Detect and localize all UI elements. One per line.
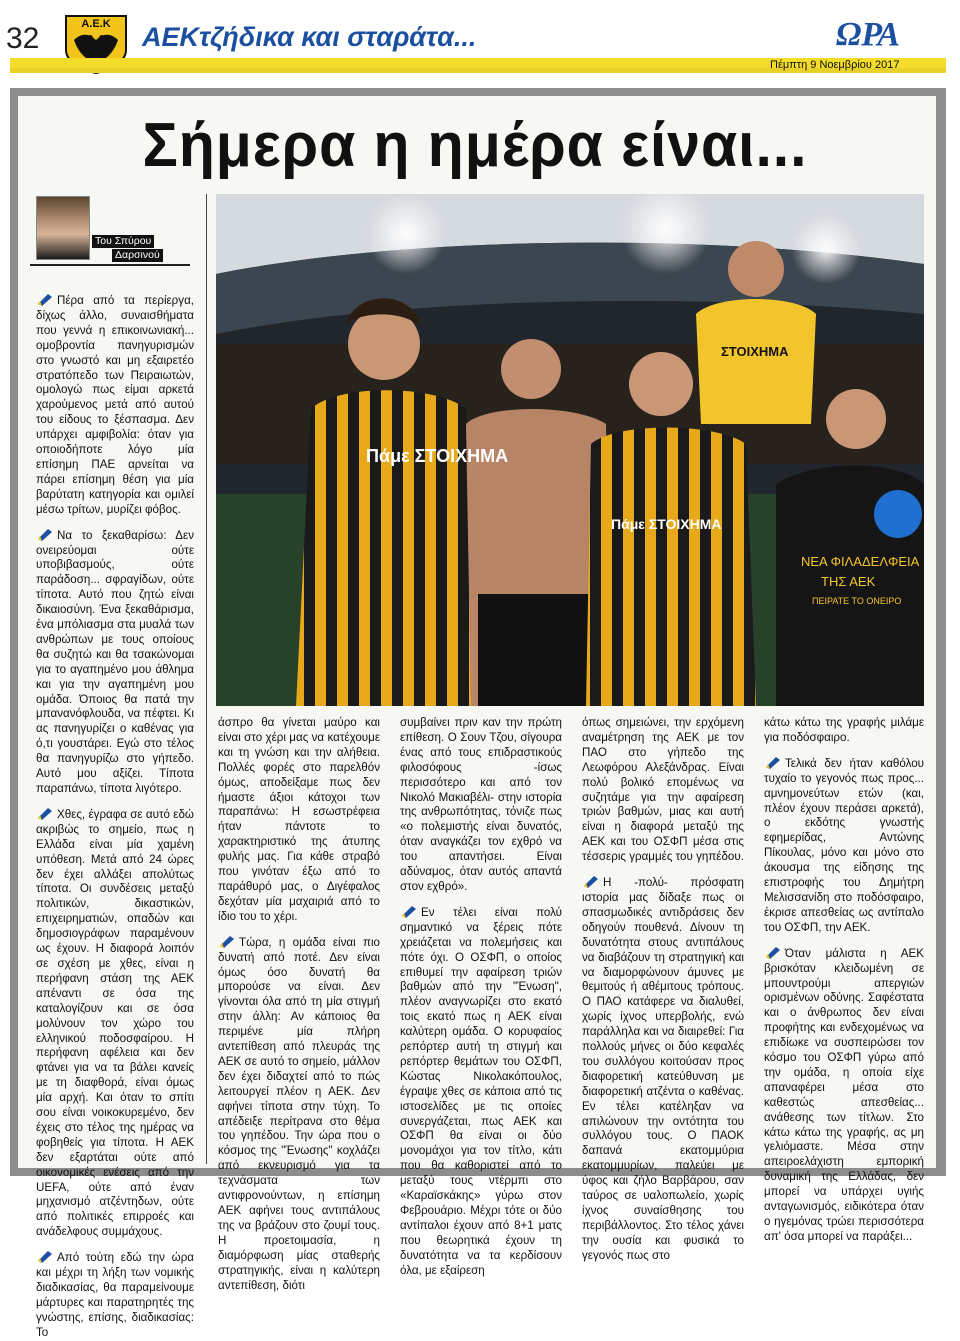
paragraph: συμβαίνει πριν καν την πρώτη επίθεση. Ο Σουν Τζου, σίγουρα ένας από τους επιδραστικούς φιλοσόφους -ίσως περισσότερο και από τον Νικολό Μακιαβέλι- στην ιστορία της ανθρωπότητας, τόνιζε πως «ο πολεμιστής είναι δυνατός, όταν αναγκάζει τον εχθρό να του απαντήσει. Είναι αδύναμος, όταν αυτός απαντά στον εχθρό». bbox=[400, 716, 562, 893]
page-number: 32 bbox=[6, 22, 40, 55]
column-4 bbox=[582, 716, 744, 1264]
section-title: ΑΕΚτζήδικα και σταράτα... bbox=[142, 22, 477, 52]
jersey-sponsor-text-2: Πάμε ΣΤΟΙΧΗΜΑ bbox=[611, 516, 722, 532]
byline-line-1: Του Σπύρου bbox=[92, 235, 154, 248]
paragraph: Όταν μάλιστα η ΑΕΚ βρισκόταν κλειδωμένη σε μπουντρούμι απεργιών ορισμένων οδύνης. Σαφέστατα και ο άνθρωπος δεν είναι προφήτης και ενδεχομένως να επιδίωκε να συσπειρώσει τον κόσμο του ΟΣΦΠ γύρω από την ομάδα, η οποία είχε απαναφέρει μέσα στο καθεστώς απεσθείας... ανάθεσης των τίτλων. Στο κάτω κάτω της γραφής, ας μη γελιόμαστε. Μέσα στην απειροελάχιστη εμπορική δυναμική της Ελλάδας, δεν μπορεί να υπάρχει υγιής ανταγωνισμός, ειδικότερα όταν ο ηγεμόνας τρώει περισσότερα απ' όσα μπορεί να παράξει... bbox=[764, 946, 924, 1243]
issue-date: Πέμπτη 9 Νοεμβρίου 2017 bbox=[770, 59, 900, 71]
banner-line-1: ΝΕΑ ΦΙΛΑΔΕΛΦΕΙΑ bbox=[801, 554, 920, 569]
page-header bbox=[0, 0, 960, 80]
author-avatar bbox=[36, 196, 90, 260]
column-2 bbox=[218, 716, 380, 1293]
paragraph: κάτω κάτω της γραφής μιλάμε για ποδόσφαιρο. bbox=[764, 716, 924, 744]
column-1 bbox=[36, 292, 194, 1341]
paragraph: Χθες, έγραφα σε αυτό εδώ ακριβώς το σημείο, πως η Ελλάδα είναι μία χαμένη υπόθεση. Μετά από 24 ώρες δεν έχει αλλάξει απολύτως τίποτα. Οι συνδέσεις μεταξύ πολιτικών, δικαστικών, επιχειρηματιών, οπαδών και δημοσιογράφων παραμένουν ως έχουν. Η διαφορά λοιπόν σε σχέση με χθες, είναι η περήφανη στάση της ΑΕΚ απέναντι σε όσα της καταλογίζουν και σε όσα μολύνουν τον χώρο του ελληνικού ποδοσφαίρου. Η περήφανη αφέλεια και δεν φτάνει για να τα βάλει κανείς με τη διαφθορά, είναι όμως μία αρχή. Και όταν το σπίτι σου είναι νοικοκυρεμένο, δεν έχεις στο τέλος της ημέρας να φοβηθείς για τίποτα. Η ΑΕΚ δεν εξαρτάται ούτε από οικονομικές ενέσεις από την UEFA, ούτε από έναν μηχανισμό ατζέντηδων, ούτε από πολιτικές επιρροές και ανάδελφους συμμάχους. bbox=[36, 807, 194, 1239]
byline-line-2: Δαρσινού bbox=[112, 249, 163, 262]
jersey-sponsor-text-1: Πάμε ΣΤΟΙΧΗΜΑ bbox=[366, 446, 509, 466]
pen-icon bbox=[36, 1249, 54, 1263]
pen-icon bbox=[764, 755, 782, 769]
byline-divider bbox=[30, 264, 190, 266]
column-3 bbox=[400, 716, 562, 1279]
paragraph: Η -πολύ- πρόσφατη ιστορία μας δίδαξε πως οι σπασμωδικές αντιδράσεις δεν οδηγούν πουθενά. Δίνουν τη δυνατότητα στους αντιπάλους να διαβάζουν τη στρατηγική και να διαμορφώνουν άμυνες με θεμιτούς ή αθέμιτους τρόπους. Ο ΠΑΟ κατάφερε να διαλυθεί, χωρίς ίχνος υπερβολής, ενώ παράλληλα και να διαιρεθεί: Για πολλούς μήνες οι δύο κεφαλές του συλλόγου κοιτούσαν προς διαφορετική κατεύθυνση με διαφορετική ατζέντα ο καθένας. Εν τέλει κατέληξαν να απιλώνουν την οντότητα του συλλόγου τους. Ο ΠΑΟΚ δαπανά εκατομμύρια εκατομμυρίων, παλεύει με ύφος και ζήλο Βαρβάρου, σαν ταύρος σε υαλοπωλείο, χωρίς ίχνος συναίσθησης του περιβάλλοντος. Στο τέλος χάνει την ουσία και φυσικά το γεγονός πως στο bbox=[582, 876, 744, 1262]
players-illustration bbox=[216, 194, 924, 706]
headline: Σήμερα η ημέρα είναι... bbox=[142, 111, 808, 180]
column-5 bbox=[764, 716, 924, 1245]
paragraph: Τελικά δεν ήταν καθόλου τυχαίο το γεγονός πως προς... αμνημονεύτων ετών (και, πλέον έχουν περάσει αρκετά), ο εκδότης γνωστής εφημερίδας, Αντώνης Πίκουλας, μόνο και μόνο στο άκουσμα της είδησης της επιστροφής του Δημήτρη Μελισσανίδη στο ποδόσφαιρο, έκρισε απεσθείας ως αντίπαλο του ΟΣΦΠ, την ΑΕΚ. bbox=[764, 756, 924, 934]
pen-icon bbox=[218, 934, 236, 948]
paragraph: όπως σημειώνει, την ερχόμενη αναμέτρηση της ΑΕΚ με τον ΠΑΟ στο γήπεδο της Λεωφόρου Αλεξάνδρας. Είναι πολύ βολικό επομένως να συζητάμε για την αφαίρεση τριών βαθμών, μιας και αυτή είναι η διαφορά μεταξύ της ΑΕΚ και του ΟΣΦΠ μέσα στις τέσσερις γραμμές του γηπέδου. bbox=[582, 716, 744, 864]
paragraph: Να το ξεκαθαρίσω: Δεν ονειρεύομαι ούτε υποβιβασμούς, ούτε παράδοση... σφραγίδων, ούτε τίποτα. Αυτό που ζητώ είναι δικαιοσύνη. Ένα ξεκαθάρισμα, ένα μπόλιασμα στα μυαλά των ανθρώπων με τους οποίους θα συζητώ και θα τσακώνομαι για το αγαπημένο μου άθλημα και για την αγαπημένη μου ομάδα. Όποιος θα πατά την μπανανόφλουδα, να πέφτει. Κι ας πανηγυρίζει ο καθένας για ό,τι γουστάρει. Εγώ στο τέλος θα πανηγυρίζω στο γήπεδο. Αυτό μου αξίζει. Τίποτα παραπάνω, τίποτα λιγότερο. bbox=[36, 528, 194, 795]
newspaper-brand: ΩΡΑ bbox=[836, 16, 900, 53]
pen-icon bbox=[764, 945, 782, 959]
paragraph: άσπρο θα γίνεται μαύρο και είναι στο χέρι μας να κατέχουμε και τη γνώση και την αλήθεια. Πολλές φορές στο παρελθόν όμως, αποδείξαμε πως δεν ήμαστε άξιοι κάτοχοι των παραπάνω: Η εσωστρέφεια ήταν πάντοτε το χαρακτηριστικό της άτυπης φυλής μας. Για κάθε στραβό που γινόταν έξω από το παράθυρό μας, ο Διγέφαλος δεχόταν μία μαχαιριά από το ίδιο του το χέρι. bbox=[218, 716, 380, 923]
column-divider bbox=[206, 194, 207, 1164]
pen-icon bbox=[36, 292, 54, 306]
paragraph: Εν τέλει είναι πολύ σημαντικό να ξέρεις πότε χρειάζεται να πολεμήσεις και πότε όχι. Ο ΟΣΦΠ, ο οποίος επιθυμεί την αφαίρεση τριών βαθμών από την "Ένωση", πλέον αναγνωρίζει στο εκατό τοις εκατό πως η ΑΕΚ είναι καλύτερη ομάδα. Ο κορυφαίος ρεπόρτερ αυτή τη στιγμή και ρεπόρτερ θεμάτων του ΟΣΦΠ, Κώστας Νικολακόπουλος, έγραψε χθες σε κάποια από τις ιστοσελίδες με τις οποίες συνεργάζεται, πως ΑΕΚ και ΟΣΦΠ θα είναι οι δύο μονομάχοι για τον τίτλο, κάτι που θα καθοριστεί από το μεταξύ τους ντέρμπι στο «Καραϊσκάκης» γύρω στον Φεβρουάριο. Μέχρι τότε οι δύο αντίπαλοι έχουν από 8+1 ματς που θεωρητικά έχουν τη δυνατότητα να τα κερδίσουν όλα, με εξαίρεση bbox=[400, 905, 562, 1277]
paragraph: Τώρα, η ομάδα είναι πιο δυνατή από ποτέ. Δεν είναι όμως όσο δυνατή θα μπορούσε να είναι. Δεν γίνονται όλα από τη μία στιγμή στην άλλη: Αν κάποιος θα περιμένε μία πλήρη αντεπίθεση από πλευράς της ΑΕΚ σε αυτό το σημείο, μάλλον δεν έχει διδαχτεί από το πώς λειτουργεί πλέον η ΑΕΚ. Δεν αφήνει τίποτα στην τύχη. Το απέδειξε περίτρανα στο θέμα του γηπέδου. Την ώρα που ο κόσμος της "Ένωσης" κοχλάζει από εκνευρισμό για τα τεχνάσματα των αντιφρονούντων, η επίσημη ΑΕΚ αφήνει τους αντιπάλους της να βράζουν στο ζουμί τους. Η προετοιμασία, η διαμόρφωση μίας σταθερής στρατηγικής, είναι η καλύτερη αντεπίθεση, διότι bbox=[218, 935, 380, 1292]
banner-line-3: ΠΕΙΡΑΤΕ ΤΟ ΟΝΕΙΡΟ bbox=[812, 596, 902, 606]
pen-icon bbox=[400, 904, 418, 918]
paragraph: Από τούτη εδώ την ώρα και μέχρι τη λήξη των νομικής διαδικασίας, θα παραμείνουμε μάρτυρες και παρατηρητές της γνώστης, επίσης, διαδικασίας: Το bbox=[36, 1251, 194, 1339]
banner-line-2: ΤΗΣ ΑΕΚ bbox=[821, 574, 876, 589]
pen-icon bbox=[582, 874, 600, 888]
paragraph: Πέρα από τα περίεργα, δίχως άλλο, συναισθήματα που γεννά η επικοινωνιακή... ομοβροντία πανηγυρισμών στο γνωστό και μη εξαιρετέο στρατόπεδο των Πειραιωτών, ομολογώ πως είμαι αρκετά χαρούμενος μετά από αυτού του είδους το ξέσπασμα. Δεν υπάρχει αμφιβολία: όταν για οποιοδήποτε λόγο μία επίσημη ΠΑΕ αρνείται να πάρει επίσημη θέση για μία βαρύτατη κατηγορία και ομιλεί μέσω τρίτων, μυρίζει φόβος. bbox=[36, 294, 194, 516]
pen-icon bbox=[36, 806, 54, 820]
celebration-photo bbox=[216, 194, 924, 706]
jersey-sponsor-text-3: ΣΤΟΙΧΗΜΑ bbox=[721, 344, 789, 359]
logo-text: Α.Ε.Κ bbox=[81, 18, 111, 30]
pen-icon bbox=[36, 527, 54, 541]
